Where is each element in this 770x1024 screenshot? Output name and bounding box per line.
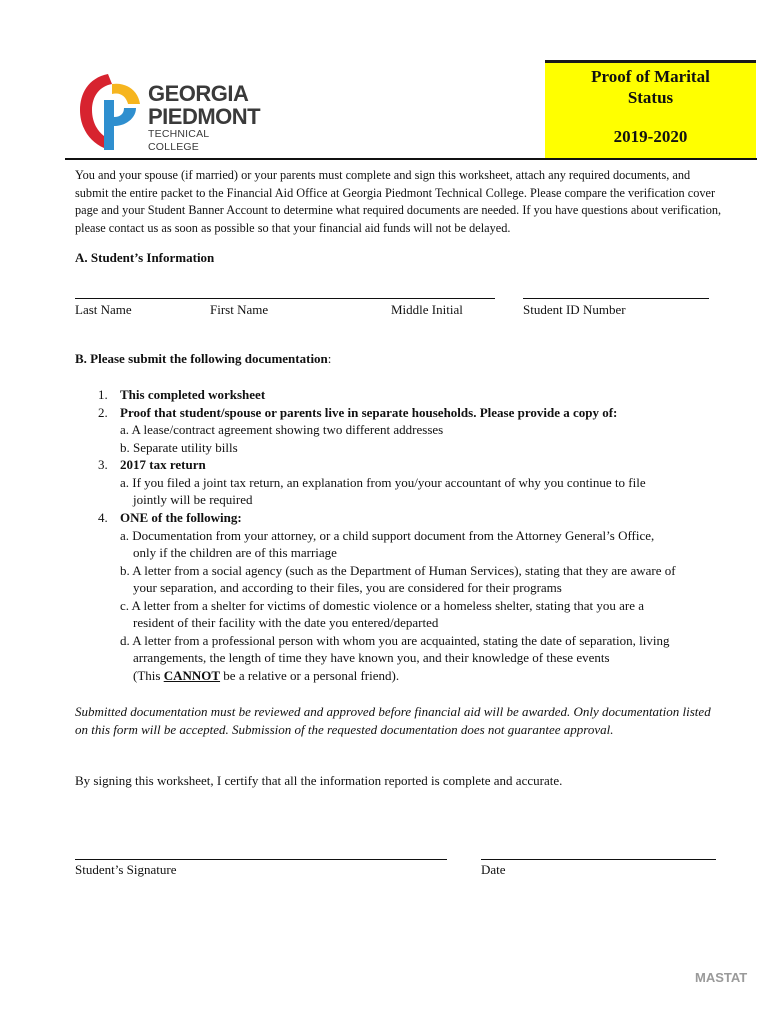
college-logo (78, 70, 263, 153)
date-field[interactable] (481, 859, 716, 860)
item-4d-line2: arrangements, the length of time they have known you, and their knowledge of these events (133, 650, 610, 665)
middle-initial-label: Middle Initial (391, 302, 463, 317)
section-b-heading: B. Please submit the following documentation: (75, 351, 332, 366)
item-4-number: 4. (98, 510, 108, 525)
intro-paragraph: You and your spouse (if married) or your parents must complete and sign this worksheet, attach any required documents, and submit the entire packet to the Financial Aid Office at Georgia Piedmont Technical College. Please compare the verification cover page and your Student Banner Account to determine what required documents are needed. If you have questions about verification, please contact us as soon as possible so that your financial aid funds will not be delayed. (75, 168, 722, 235)
title-line1: Proof of Marital (591, 67, 710, 86)
student-id-field[interactable] (523, 298, 709, 299)
item-1-text: This completed worksheet (120, 387, 266, 402)
logo-mark-icon (78, 70, 148, 150)
certification-statement: By signing this worksheet, I certify that all the information reported is complete and accurate. (75, 773, 563, 788)
documentation-notice: Submitted documentation must be reviewed and approved before financial aid will be awarded. Only documentation listed on this form will be accepted. Submission of the requested documentation does not guarantee approval. (75, 704, 711, 737)
item-2b: b. Separate utility bills (120, 440, 238, 455)
student-id-label: Student ID Number (523, 302, 626, 317)
item-4b-line1: b. A letter from a social agency (such as the Department of Human Services), stating that they are aware of (120, 563, 676, 578)
section-a-heading: A. Student’s Information (75, 250, 215, 265)
last-name-label: Last Name (75, 302, 132, 317)
name-field[interactable] (75, 298, 495, 299)
item-4b-line2: your separation, and according to their files, you are considered for their programs (133, 580, 562, 595)
item-3a-line1: a. If you filed a joint tax return, an explanation from you/your accountant of why you continue to file (120, 475, 646, 490)
first-name-label: First Name (210, 302, 269, 317)
award-year: 2019-2020 (613, 127, 688, 146)
item-4d-line3: (This CANNOT be a relative or a personal friend). (133, 668, 400, 683)
student-signature-field[interactable] (75, 859, 447, 860)
logo-piedmont: PIEDMONT (148, 104, 261, 129)
header-divider (65, 158, 757, 160)
cannot-emphasis: CANNOT (163, 668, 221, 683)
item-3a-line2: jointly will be required (133, 492, 253, 507)
item-3-number: 3. (98, 457, 108, 472)
item-2a: a. A lease/contract agreement showing two different addresses (120, 422, 444, 437)
title-line2: Status (627, 88, 674, 107)
item-4-text: ONE of the following: (120, 510, 242, 525)
item-2-number: 2. (98, 405, 108, 420)
item-4a-line2: only if the children are of this marriage (133, 545, 337, 560)
date-label: Date (481, 862, 506, 877)
item-4d-line1: d. A letter from a professional person with whom you are acquainted, stating the date of separation, living (120, 633, 670, 648)
form-code: MASTAT (695, 970, 748, 985)
item-2-text: Proof that student/spouse or parents live in separate households. Please provide a copy of: (120, 405, 618, 420)
item-4c-line2: resident of their facility with the date you entered/departed (133, 615, 439, 630)
item-3-text: 2017 tax return (120, 457, 206, 472)
student-signature-label: Student’s Signature (75, 862, 177, 877)
logo-georgia: GEORGIA (148, 81, 249, 106)
form-title-box (545, 60, 756, 160)
item-4a-line1: a. Documentation from your attorney, or a child support document from the Attorney General’s Office, (120, 528, 655, 543)
logo-technical-college: TECHNICAL COLLEGE (148, 128, 209, 153)
item-1-number: 1. (98, 387, 108, 402)
item-4c-line1: c. A letter from a shelter for victims of domestic violence or a homeless shelter, stating that you are a (120, 598, 645, 613)
